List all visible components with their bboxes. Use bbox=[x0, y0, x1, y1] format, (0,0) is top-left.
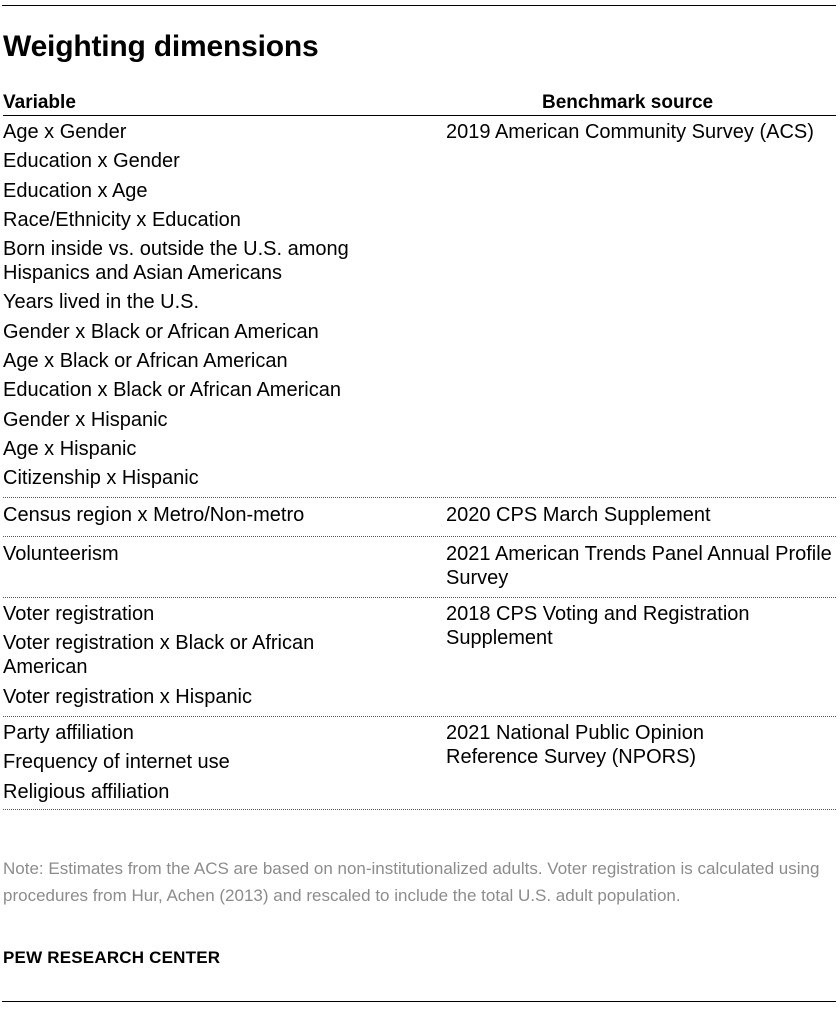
benchmark-source: 2020 CPS March Supplement bbox=[446, 504, 711, 526]
header-benchmark-source: Benchmark source bbox=[542, 92, 714, 113]
variable-item: Race/Ethnicity x Education bbox=[3, 208, 241, 231]
variable-item: Voter registration bbox=[3, 603, 155, 625]
table-row bbox=[3, 120, 836, 498]
top-rule bbox=[2, 5, 836, 6]
variable-item: Gender x Hispanic bbox=[3, 408, 168, 431]
variable-item: Age x Hispanic bbox=[3, 437, 137, 460]
variable-item: Born inside vs. outside the U.S. among Hispanics and Asian Americans bbox=[3, 238, 349, 285]
variable-list bbox=[3, 542, 423, 571]
variable-list bbox=[3, 120, 423, 496]
source-credit: PEW RESEARCH CENTER bbox=[3, 948, 221, 967]
variable-item: Education x Black or African American bbox=[3, 379, 341, 402]
benchmark-source: 2018 CPS Voting and Registration Supplement bbox=[446, 603, 750, 649]
variable-item: Age x Black or African American bbox=[3, 350, 288, 373]
variable-item: Volunteerism bbox=[3, 543, 119, 565]
variable-item: Citizenship x Hispanic bbox=[3, 467, 199, 490]
bottom-rule bbox=[2, 1001, 836, 1002]
variable-item: Years lived in the U.S. bbox=[3, 291, 200, 314]
variable-list bbox=[3, 503, 423, 532]
variable-item: Voter registration x Black or African American bbox=[3, 632, 315, 679]
table-row bbox=[3, 542, 836, 598]
footnote: Note: Estimates from the ACS are based on non-institutionalized adults. Voter registration is calculated using procedures from Hur, Achen (2013) and rescaled to include the total U.S. adult population. bbox=[3, 859, 820, 905]
table-header bbox=[3, 92, 836, 116]
table-row bbox=[3, 602, 836, 717]
table-row bbox=[3, 721, 836, 810]
benchmark-source: 2021 National Public Opinion Reference Survey (NPORS) bbox=[446, 722, 704, 768]
variable-item: Party affiliation bbox=[3, 722, 134, 744]
variable-list bbox=[3, 721, 423, 809]
variable-item: Census region x Metro/Non-metro bbox=[3, 504, 305, 526]
variable-item: Voter registration x Hispanic bbox=[3, 685, 253, 708]
variable-list bbox=[3, 602, 423, 714]
variable-item: Education x Gender bbox=[3, 150, 180, 173]
variable-item: Religious affiliation bbox=[3, 780, 170, 803]
variable-item: Age x Gender bbox=[3, 121, 127, 143]
variable-item: Frequency of internet use bbox=[3, 751, 230, 774]
variable-item: Gender x Black or African American bbox=[3, 320, 319, 343]
header-variable: Variable bbox=[3, 92, 76, 113]
page-title: Weighting dimensions bbox=[3, 30, 319, 63]
variable-item: Education x Age bbox=[3, 179, 148, 202]
benchmark-source: 2021 American Trends Panel Annual Profile Survey bbox=[446, 543, 832, 589]
benchmark-source: 2019 American Community Survey (ACS) bbox=[446, 121, 814, 143]
table-row bbox=[3, 503, 836, 537]
